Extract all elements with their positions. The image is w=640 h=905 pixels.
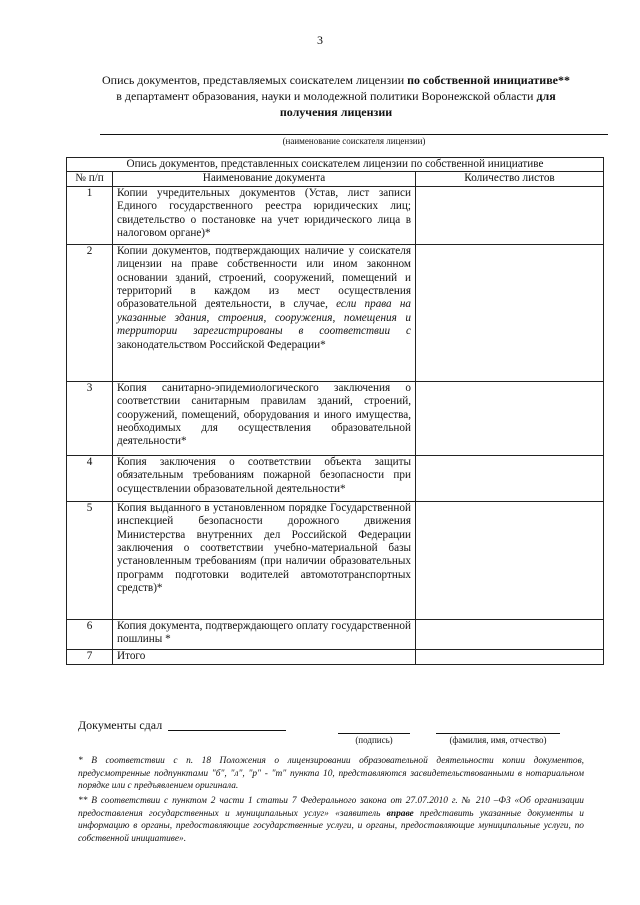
submit-label: Документы сдал (78, 718, 163, 732)
row-document (113, 619, 416, 649)
footnote-2-part-a: ** В соответствии с пунктом 2 части 1 статьи 7 Федерального закона от 27.07.2010 г. № 210 –ФЗ «Об организации предоставления государственных и муниципальных услуг» «заявитель (78, 796, 584, 819)
row-document (113, 649, 416, 664)
row-number: 2 (67, 244, 113, 381)
table-header-row (67, 172, 604, 186)
row-sheet-count[interactable] (416, 501, 604, 619)
table-row (67, 455, 604, 501)
header-number: № п/п (67, 172, 113, 186)
row-document-text: Итого (117, 649, 146, 662)
table-caption-row (67, 158, 604, 172)
row-document-text: Копия документа, подтверждающего оплату государственной пошлины * (117, 619, 411, 646)
row-document (113, 244, 416, 381)
row-sheet-count[interactable] (416, 455, 604, 501)
row-sheet-count[interactable] (416, 649, 604, 664)
footnote-2 (78, 795, 584, 845)
header-sheet-count: Количество листов (416, 172, 604, 186)
title-line2-bold: для (536, 89, 556, 103)
table-row (67, 244, 604, 381)
row-number: 1 (67, 186, 113, 244)
row-document-text: Копия выданного в установленном порядке Государственной инспекцией безопасности дорожного движения Министерства внутренних дел Российской Федерации заключения о соответствии учебно-материальной базы установленным требованиям (при наличии образовательных программ подготовки водителей автомототранспортных средств)* (117, 501, 411, 595)
title-line1-normal: Опись документов, представляемых соискателем лицензии (101, 73, 408, 87)
row-number: 4 (67, 455, 113, 501)
footnote-1: * В соответствии с п. 18 Положения о лицензировании образовательной деятельности копии документов, предусмотренные подпунктами "б", "л", "р" - "т" пункта 10, представляются засвидетельствованными в нотариальном порядке или с предъявлением оригинала. (78, 756, 584, 791)
footnote-2-bold: вправе (386, 808, 414, 819)
row-number: 3 (67, 381, 113, 455)
header-document-name: Наименование документа (113, 172, 416, 186)
row-document (113, 455, 416, 501)
table-row (67, 619, 604, 649)
document-inventory-table (66, 157, 604, 665)
applicant-caption: (наименование соискателя лицензии) (282, 136, 426, 146)
row-sheet-count[interactable] (416, 381, 604, 455)
row-sheet-count[interactable] (416, 619, 604, 649)
signature-line[interactable] (338, 733, 410, 734)
row-sheet-count[interactable] (416, 186, 604, 244)
row-number: 7 (67, 649, 113, 664)
title-line2-normal: в департамент образования, науки и молодежной политики Воронежской области (116, 89, 537, 103)
table-row (67, 381, 604, 455)
row-document-italic: если права на указанные здания, строения, сооружения, помещения и территории зарегистрированы в соответствии с (117, 298, 411, 338)
table-row (67, 501, 604, 619)
title-line1-bold: по собственной инициативе** (407, 73, 571, 87)
row-number: 6 (67, 619, 113, 649)
row-document (113, 501, 416, 619)
row-document-text: Копия заключения о соответствии объекта защиты обязательным требованиям пожарной безопасности при осуществлении образовательной деятельности* (117, 455, 411, 495)
title-line3-bold: получения лицензии (279, 105, 393, 119)
fio-line[interactable] (436, 733, 560, 734)
row-document-text: Копии документов, подтверждающих наличие у соискателя лицензии на праве собственности или ином законном основании зданий, строений, сооружений, помещений и территорий в каждом из мест осуществления образовательной деятельности, в случае, (117, 244, 411, 311)
row-document (113, 186, 416, 244)
footnote-2-part-b: представить указанные документы и информацию в органы, предоставляющие государственные услуги, и органы, предоставляющие муниципальные услуги, по собственной инициативе». (78, 808, 584, 844)
row-sheet-count[interactable] (416, 244, 604, 381)
row-number: 5 (67, 501, 113, 619)
document-title (62, 72, 610, 120)
row-document-text: Копия санитарно-эпидемиологического заключения о соответствии санитарным правилам зданий, строений, сооружений, помещений, оборудования и иного имущества, необходимых для осуществления образовательной деятельности* (117, 381, 411, 448)
page-number: 3 (317, 33, 323, 47)
applicant-name-line (100, 134, 608, 135)
table-caption: Опись документов, представленных соискателем лицензии по собственной инициативе (67, 158, 604, 172)
table-row (67, 186, 604, 244)
row-document-tail: законодательством Российской Федерации* (117, 338, 326, 351)
row-document (113, 381, 416, 455)
row-document-text: Копии учредительных документов (Устав, лист записи Единого государственного реестра юридических лиц; свидетельство о постановке на учет юридического лица в налоговом органе)* (117, 186, 411, 240)
fio-caption: (фамилия, имя, отчество) (449, 735, 547, 745)
submit-blank-line[interactable] (168, 730, 286, 731)
signature-caption: (подпись) (355, 735, 393, 745)
table-row (67, 649, 604, 664)
